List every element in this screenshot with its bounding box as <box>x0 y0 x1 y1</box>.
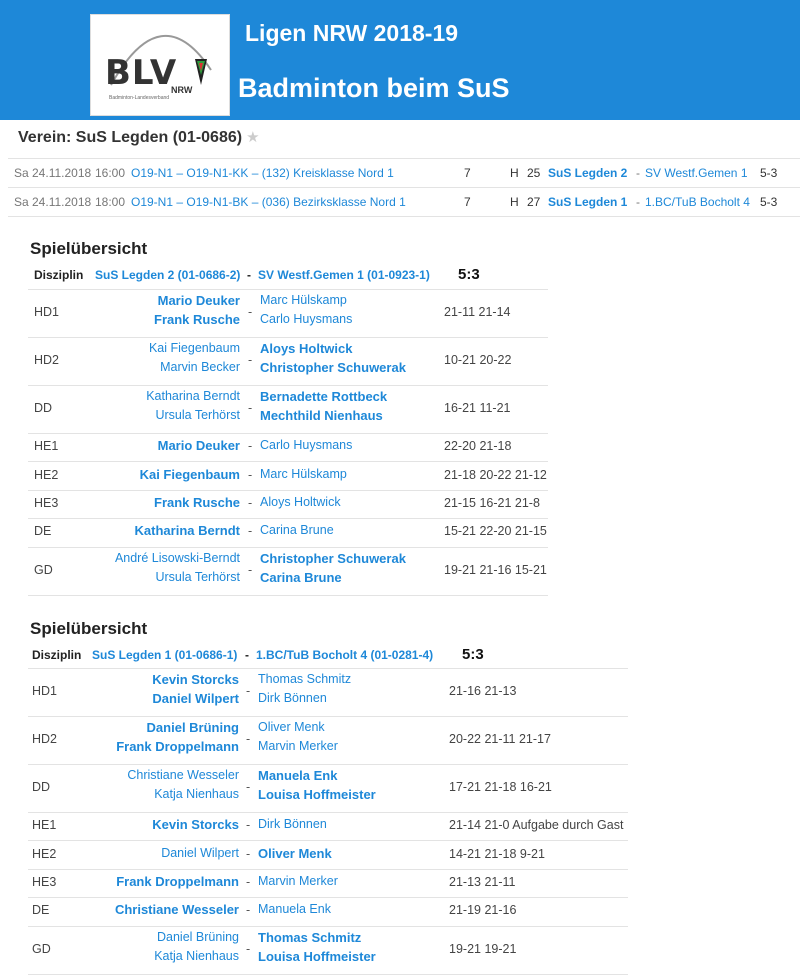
vs-separator: - <box>248 305 253 319</box>
game-row <box>0 840 800 868</box>
home-player-link[interactable]: Kai Fiegenbaum <box>148 341 240 355</box>
away-player-link[interactable]: Oliver Menk <box>258 720 325 734</box>
match-score: 5-3 <box>760 195 778 209</box>
home-player-link[interactable]: Daniel Brüning <box>146 720 239 735</box>
game-row <box>0 385 800 433</box>
away-player-link[interactable]: Carina Brune <box>260 569 342 585</box>
home-player-link[interactable]: Frank Droppelmann <box>116 873 239 889</box>
vs-separator: - <box>246 732 251 746</box>
away-player-link[interactable]: Marvin Merker <box>258 739 338 753</box>
match-number: 7 <box>464 195 471 209</box>
away-player-link[interactable]: Marvin Merker <box>258 873 338 888</box>
game-discipline: GD <box>34 562 53 577</box>
vs-separator: - <box>246 818 251 833</box>
match-separator: - <box>636 166 640 180</box>
match-away-team-link[interactable]: 1.BC/TuB Bocholt 4 <box>645 195 750 209</box>
verein-title <box>18 128 260 147</box>
home-player-link[interactable]: Daniel Brüning <box>157 929 239 944</box>
match-date: Sa 24.11.2018 <box>14 166 92 180</box>
logo-nrw: NRW <box>171 85 193 95</box>
home-player-link[interactable]: Katharina Berndt <box>146 389 240 403</box>
header-title-club: Badminton beim SuS <box>238 73 510 103</box>
game-discipline: HD1 <box>32 684 58 698</box>
vs-separator: - <box>248 353 253 367</box>
game-result: 19-21 19-21 <box>449 941 517 956</box>
game-row <box>0 518 800 546</box>
section1-title: Spielübersicht <box>30 239 148 258</box>
game-discipline: HE2 <box>32 846 57 861</box>
game-row <box>0 812 800 840</box>
game-result: 21-14 21-0 Aufgabe durch Gast <box>449 818 624 833</box>
game-discipline: DD <box>32 780 51 794</box>
game-discipline: HE3 <box>34 495 59 510</box>
section2-title: Spielübersicht <box>30 619 148 638</box>
game-discipline: HE1 <box>32 818 57 833</box>
match-venue: H <box>510 166 519 180</box>
game-row <box>0 547 800 595</box>
row-divider <box>28 974 628 975</box>
game-result: 15-21 22-20 21-15 <box>444 524 547 539</box>
match-away-team-link[interactable]: SV Westf.Gemen 1 <box>645 166 748 180</box>
match-home-team-link[interactable]: SuS Legden 2 <box>548 166 628 180</box>
game-result: 21-19 21-16 <box>449 903 517 918</box>
away-player-link[interactable]: Marc Hülskamp <box>260 293 347 307</box>
section1-disziplin-label: Disziplin <box>34 268 84 282</box>
verein-title-text: Verein: SuS Legden (01-0686) <box>18 129 243 146</box>
header-banner <box>0 0 800 120</box>
game-row <box>0 869 800 897</box>
game-row <box>0 668 800 716</box>
match-nr: 27 <box>527 195 541 209</box>
home-player-link[interactable]: Daniel Wilpert <box>152 691 239 706</box>
home-player-link[interactable]: Kevin Storcks <box>152 672 239 687</box>
match-number: 7 <box>464 166 471 180</box>
away-player-link[interactable]: Louisa Hoffmeister <box>258 948 376 964</box>
vs-separator: - <box>248 562 253 577</box>
game-result: 19-21 21-16 15-21 <box>444 562 547 577</box>
game-discipline: GD <box>32 941 51 956</box>
game-row <box>0 461 800 489</box>
away-player-link[interactable]: Marc Hülskamp <box>260 466 347 481</box>
match-league-link[interactable]: O19-N1 – O19-N1-BK – (036) Bezirksklasse Nord 1 <box>131 195 406 209</box>
vs-separator: - <box>246 684 251 698</box>
away-player-link[interactable]: Christopher Schuwerak <box>260 360 406 375</box>
game-discipline: DE <box>34 524 52 539</box>
game-row <box>0 337 800 385</box>
game-result: 10-21 20-22 <box>444 353 512 367</box>
game-discipline: HE2 <box>34 467 59 482</box>
header-title-league: Ligen NRW 2018-19 <box>245 20 459 46</box>
logo-text: BLV <box>105 53 178 93</box>
game-row <box>0 897 800 925</box>
match-venue: H <box>510 195 519 209</box>
section2-home-team-link[interactable]: SuS Legden 1 (01-0686-1) <box>92 648 238 662</box>
game-result: 21-16 21-13 <box>449 684 517 698</box>
away-player-link[interactable]: Mechthild Nienhaus <box>260 408 383 423</box>
divider <box>8 216 800 217</box>
game-discipline: DE <box>32 903 50 918</box>
match-date: Sa 24.11.2018 <box>14 195 92 209</box>
vs-separator: - <box>248 401 253 415</box>
section2-score: 5:3 <box>462 646 484 663</box>
game-row <box>0 433 800 461</box>
away-player-link[interactable]: Dirk Bönnen <box>258 817 327 832</box>
away-player-link[interactable]: Christopher Schuwerak <box>260 550 406 566</box>
section1-separator: - <box>247 268 251 282</box>
game-result: 14-21 21-18 9-21 <box>449 846 545 861</box>
away-player-link[interactable]: Carlo Huysmans <box>260 312 353 326</box>
home-player-link[interactable]: Kai Fiegenbaum <box>139 466 240 482</box>
match-row <box>0 188 800 216</box>
away-player-link[interactable]: Thomas Schmitz <box>258 929 362 945</box>
away-player-link[interactable]: Louisa Hoffmeister <box>258 787 376 802</box>
home-player-link[interactable]: Frank Rusche <box>154 312 240 327</box>
game-result: 20-22 21-11 21-17 <box>449 732 551 746</box>
vs-separator: - <box>246 846 251 861</box>
game-discipline: HD2 <box>34 353 60 367</box>
home-player-link[interactable]: Frank Rusche <box>154 494 240 510</box>
away-player-link[interactable]: Thomas Schmitz <box>258 672 352 686</box>
match-score: 5-3 <box>760 166 778 180</box>
home-player-link[interactable]: André Lisowski-Berndt <box>114 550 240 565</box>
vs-separator: - <box>248 495 253 510</box>
match-time: 18:00 <box>95 195 126 209</box>
match-separator: - <box>636 195 640 209</box>
game-discipline: DD <box>34 401 53 415</box>
home-player-link[interactable]: Frank Droppelmann <box>116 739 239 754</box>
game-result: 17-21 21-18 16-21 <box>449 780 552 794</box>
game-result: 22-20 21-18 <box>444 439 512 454</box>
game-discipline: HE3 <box>32 874 57 889</box>
home-player-link[interactable]: Christiane Wesseler <box>127 768 239 782</box>
home-player-link[interactable]: Kevin Storcks <box>152 817 239 833</box>
match-row <box>0 159 800 187</box>
vs-separator: - <box>246 780 251 794</box>
game-row <box>0 289 800 337</box>
logo-subtitle: Badminton-Landesverband <box>109 95 170 101</box>
home-player-link[interactable]: Katja Nienhaus <box>154 787 239 801</box>
home-player-link[interactable]: Katja Nienhaus <box>154 948 239 963</box>
home-player-link[interactable]: Marvin Becker <box>160 360 240 374</box>
section1-score: 5:3 <box>458 266 480 283</box>
game-discipline: HD2 <box>32 732 58 746</box>
home-player-link[interactable]: Mario Deuker <box>157 438 240 454</box>
game-row <box>0 926 800 974</box>
game-result: 21-15 16-21 21-8 <box>444 495 540 510</box>
vs-separator: - <box>248 467 253 482</box>
game-result: 21-11 21-14 <box>444 305 511 319</box>
home-player-link[interactable]: Christiane Wesseler <box>114 902 239 918</box>
match-time: 16:00 <box>95 166 126 180</box>
away-player-link[interactable]: Manuela Enk <box>258 768 338 783</box>
favorite-star-icon[interactable]: ★ <box>246 129 260 146</box>
away-player-link[interactable]: Manuela Enk <box>258 902 331 917</box>
blv-logo[interactable] <box>90 14 230 116</box>
vs-separator: - <box>246 903 251 918</box>
away-player-link[interactable]: Dirk Bönnen <box>258 691 327 705</box>
game-row <box>0 764 800 812</box>
away-player-link[interactable]: Bernadette Rottbeck <box>260 389 388 404</box>
home-player-link[interactable]: Daniel Wilpert <box>161 845 239 860</box>
home-player-link[interactable]: Katharina Berndt <box>134 523 240 539</box>
game-row <box>0 490 800 518</box>
vs-separator: - <box>246 874 251 889</box>
section2-separator: - <box>245 648 249 662</box>
row-divider <box>28 595 548 596</box>
game-result: 16-21 11-21 <box>444 401 511 415</box>
away-player-link[interactable]: Carlo Huysmans <box>260 438 353 453</box>
section1-away-team-link[interactable]: SV Westf.Gemen 1 (01-0923-1) <box>258 268 430 282</box>
vs-separator: - <box>246 941 251 956</box>
game-result: 21-13 21-11 <box>449 874 516 889</box>
away-player-link[interactable]: Carina Brune <box>260 523 334 538</box>
section1-home-team-link[interactable]: SuS Legden 2 (01-0686-2) <box>95 268 241 282</box>
vs-separator: - <box>248 439 253 454</box>
match-home-team-link[interactable]: SuS Legden 1 <box>548 195 628 209</box>
match-nr: 25 <box>527 166 541 180</box>
section2-away-team-link[interactable]: 1.BC/TuB Bocholt 4 (01-0281-4) <box>256 648 434 662</box>
away-player-link[interactable]: Aloys Holtwick <box>260 341 353 356</box>
game-result: 21-18 20-22 21-12 <box>444 467 547 482</box>
home-player-link[interactable]: Mario Deuker <box>157 293 240 308</box>
home-player-link[interactable]: Ursula Terhörst <box>155 569 240 584</box>
game-discipline: HD1 <box>34 305 60 319</box>
game-row <box>0 716 800 764</box>
section2-disziplin-label: Disziplin <box>32 648 82 662</box>
away-player-link[interactable]: Oliver Menk <box>258 845 332 861</box>
vs-separator: - <box>248 524 253 539</box>
away-player-link[interactable]: Aloys Holtwick <box>260 494 341 509</box>
game-discipline: HE1 <box>34 439 59 454</box>
home-player-link[interactable]: Ursula Terhörst <box>155 408 240 422</box>
match-league-link[interactable]: O19-N1 – O19-N1-KK – (132) Kreisklasse Nord 1 <box>131 166 394 180</box>
